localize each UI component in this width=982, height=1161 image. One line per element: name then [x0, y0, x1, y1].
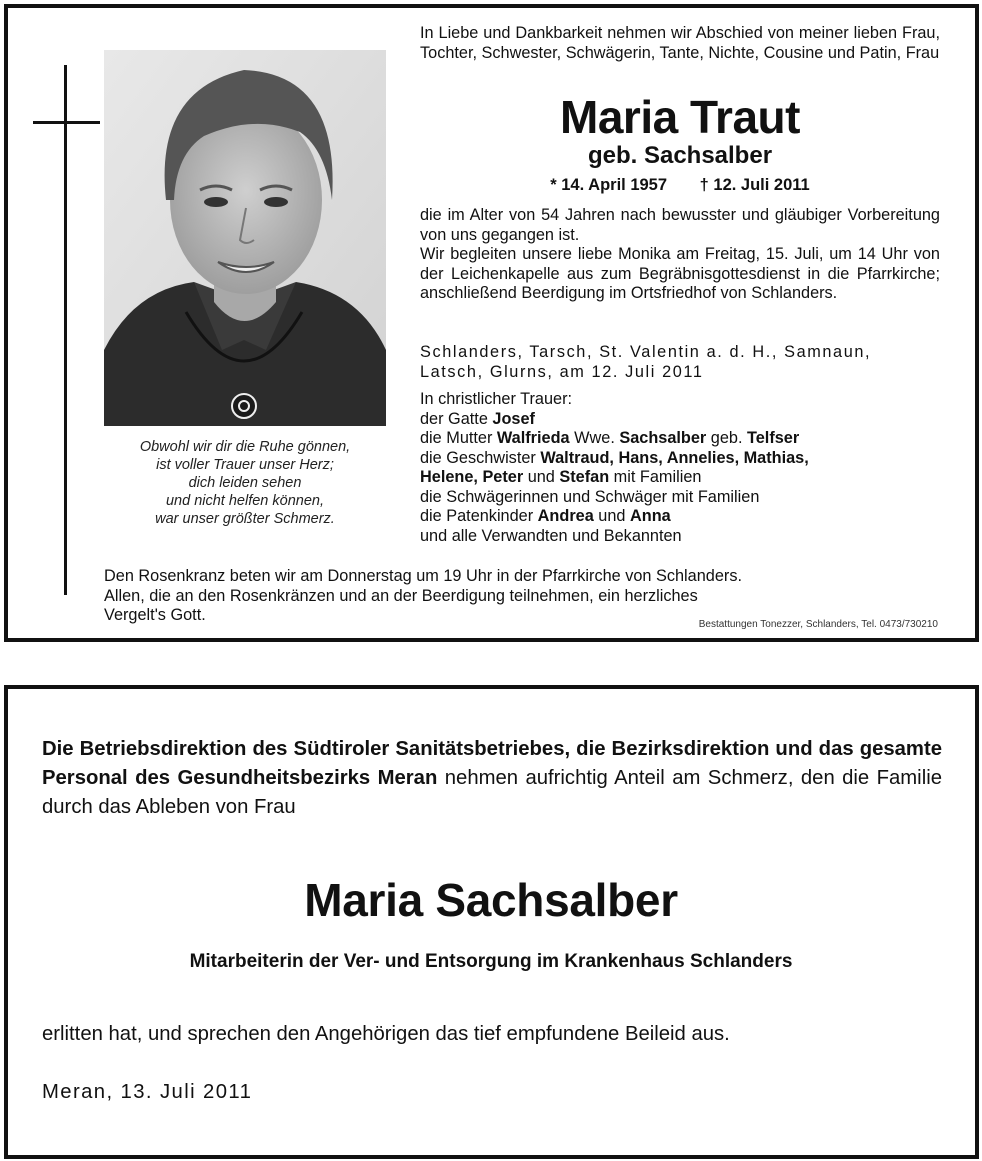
- mourner-name: Telfser: [747, 429, 800, 447]
- mourner-name: Walfrieda: [496, 429, 570, 447]
- mourner-text: die Geschwister: [420, 448, 541, 467]
- mourner-name: Andrea: [537, 507, 594, 525]
- rosary-line: Den Rosenkranz beten wir am Donnerstag um 19 Uhr in der Pfarrkirche von Schlanders.: [104, 567, 742, 585]
- mourner-name: Stefan: [559, 468, 610, 486]
- deceased-name-2: Maria Sachsalber: [304, 874, 678, 926]
- mourner-line: [420, 449, 940, 469]
- age-text: die im Alter von 54 Jahren nach bewusster und gläubiger Vorbereitung von uns gegangen ist.: [420, 206, 940, 244]
- portrait-illustration: [104, 50, 386, 426]
- funeral-details: [420, 206, 940, 304]
- mourner-line: [420, 507, 940, 527]
- mourner-text: und: [593, 507, 630, 525]
- poem-line: war unser größter Schmerz.: [155, 511, 335, 527]
- deceased-name: Maria Traut: [560, 91, 800, 143]
- poem-line: dich leiden sehen: [188, 475, 302, 491]
- rosary-line: Vergelt's Gott.: [104, 606, 206, 624]
- mourner-name: Waltraud, Hans, Annelies, Mathias,: [540, 448, 809, 467]
- mourner-text: die Mutter: [420, 429, 497, 447]
- rosary-line: Allen, die an den Rosenkränzen und an der Beerdigung teilnehmen, ein herzliches: [104, 586, 698, 605]
- intro-text: In Liebe und Dankbarkeit nehmen wir Abschied von meiner lieben Frau, Tochter, Schwester, Schwägerin, Tante, Nichte, Cousine und Patin, Frau: [420, 24, 940, 62]
- poem: [104, 438, 386, 528]
- undertaker-credit: Bestattungen Tonezzer, Schlanders, Tel. 0473/730210: [698, 619, 938, 630]
- mourner-name: Anna: [630, 507, 671, 525]
- condolence-senders: Die Betriebsdirektion des Südtiroler Sanitätsbetriebes, die Bezirksdirektion und das gesamte Personal des Gesundheitsbezirks Meran: [42, 738, 942, 789]
- funeral-text: Wir begleiten unsere liebe Monika am Freitag, 15. Juli, um 14 Uhr von der Leichenkapelle aus zum Begräbnisgottesdienst in die Pfarrkirche; anschließend Beerdigung im Ortsfriedhof von Schlanders.: [420, 245, 940, 302]
- poem-line: ist voller Trauer unser Herz;: [156, 457, 334, 473]
- place-date-2: Meran, 13. Juli 2011: [42, 1081, 253, 1103]
- condolence-closing: erlitten hat, und sprechen den Angehörigen das tief empfundene Beileid aus.: [42, 1023, 730, 1045]
- poem-line: und nicht helfen können,: [165, 493, 324, 509]
- mourner-text: die Patenkinder: [420, 507, 538, 525]
- condolence-intro-rest: nehmen aufrichtig Anteil am Schmerz, den die Familie durch das Ableben von Frau: [42, 767, 942, 818]
- cross-icon: [64, 65, 67, 595]
- mourner-text: Wwe.: [569, 429, 620, 447]
- mourner-name: Sachsalber: [619, 429, 707, 447]
- birth-date: * 14. April 1957: [550, 176, 668, 194]
- rosary-text: [104, 567, 944, 626]
- deceased-role: Mitarbeiterin der Ver- und Entsorgung im Krankenhaus Schlanders: [189, 951, 793, 972]
- mourner-text: geb.: [706, 429, 748, 447]
- place-date: Schlanders, Tarsch, St. Valentin a. d. H., Samnaun, Latsch, Glurns, am 12. Juli 2011: [420, 343, 872, 381]
- death-date: † 12. Juli 2011: [699, 176, 810, 194]
- mourner-name: Helene, Peter: [420, 468, 524, 486]
- life-dates: [420, 174, 940, 196]
- birth-name: geb. Sachsalber: [587, 142, 773, 169]
- cross-icon-bar: [33, 121, 100, 124]
- mourner-line: und alle Verwandten und Bekannten: [420, 526, 682, 545]
- mourner-line: [420, 410, 940, 430]
- mourner-line: die Schwägerinnen und Schwäger mit Familien: [420, 487, 760, 506]
- mourner-line: [420, 468, 940, 488]
- mourner-line: [420, 429, 940, 449]
- mourner-name: Josef: [492, 409, 535, 428]
- mourner-text: mit Familien: [609, 468, 702, 486]
- mourners-heading: In christlicher Trauer:: [420, 390, 573, 408]
- mourners-list: [420, 390, 940, 546]
- portrait-photo: [104, 50, 386, 426]
- mourner-text: und: [523, 468, 560, 486]
- poem-line: Obwohl wir dir die Ruhe gönnen,: [139, 439, 351, 455]
- condolence-intro: [42, 735, 942, 822]
- mourner-text: der Gatte: [420, 409, 493, 428]
